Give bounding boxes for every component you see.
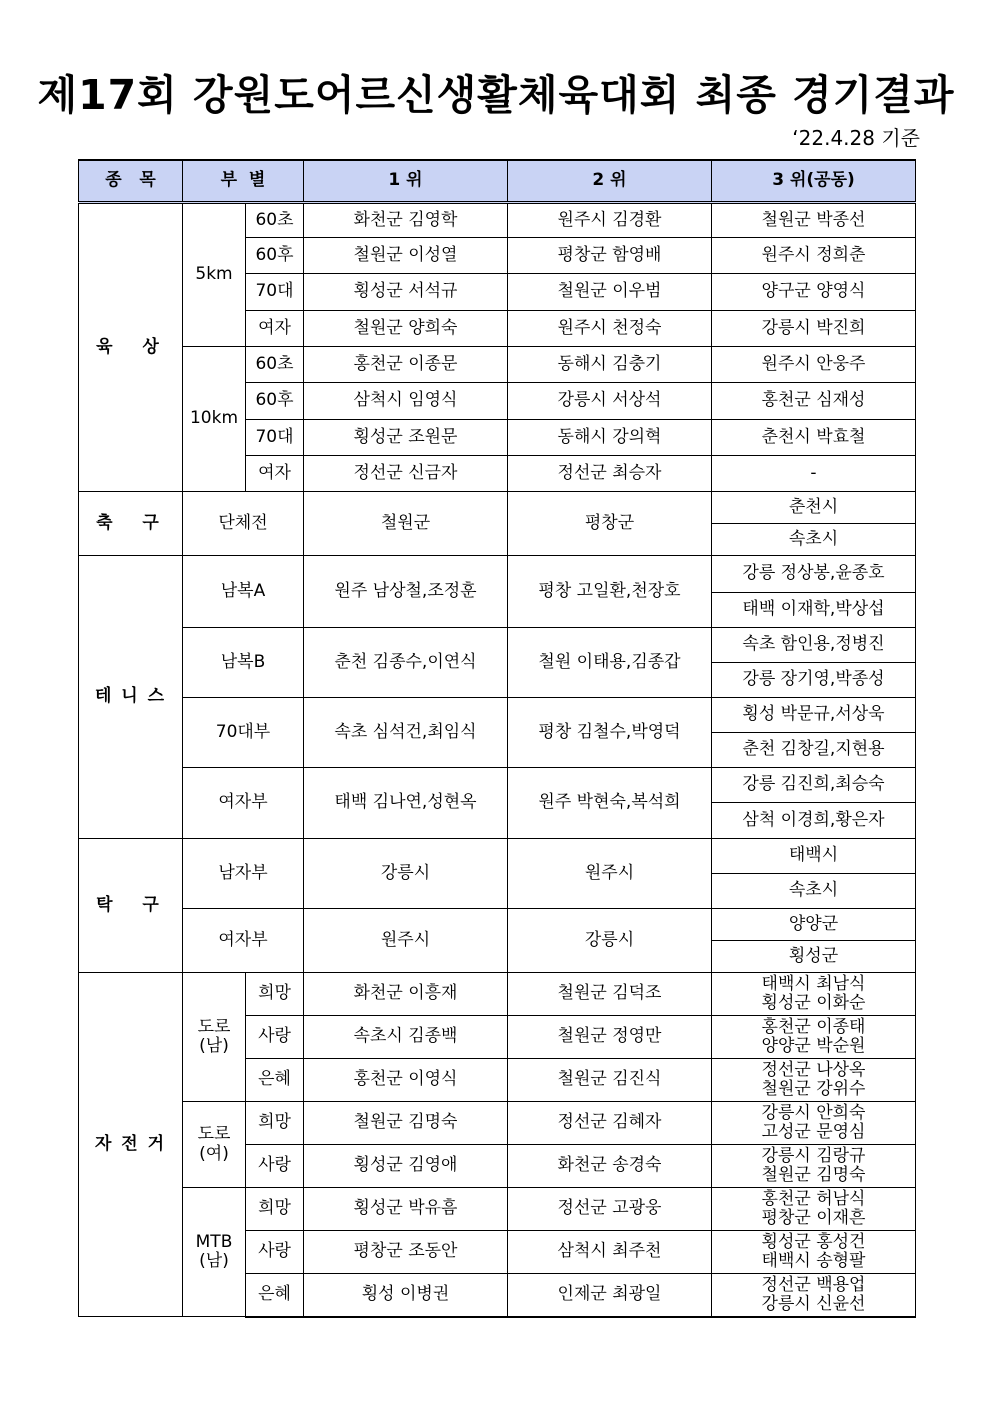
second-place: 삼척시 최주천 [508,1231,712,1274]
third-place-line: 홍천군 이종태 [761,1016,866,1037]
group-name-line: 도로 [197,1016,231,1037]
third-place: 홍천군 심재성 [712,383,916,420]
third-place [712,1016,916,1059]
table-row [79,768,916,803]
table-row [79,1102,916,1145]
second-place: 원주시 천정숙 [508,311,712,347]
third-place: - [712,456,916,492]
first-place: 횡성군 조원문 [304,420,508,456]
third-place: 춘천시 박효철 [712,420,916,456]
header-row [79,160,916,203]
second-place: 인제군 최광일 [508,1274,712,1317]
third-place: 양양군 [712,909,916,941]
division: 60후 [246,238,304,274]
second-place: 정선군 고광웅 [508,1188,712,1231]
second-place: 원주시 [508,839,712,909]
second-place: 평창 김철수,박영덕 [508,698,712,768]
second-place: 철원군 김덕조 [508,973,712,1016]
sport-tennis: 테 니 스 [79,556,183,839]
second-place: 철원군 김진식 [508,1059,712,1102]
second-place: 동해시 강의혁 [508,420,712,456]
first-place: 춘천 김종수,이연식 [304,628,508,698]
first-place: 삼척시 임영식 [304,383,508,420]
first-place: 원주시 [304,909,508,973]
second-place: 원주시 김경환 [508,203,712,238]
group-name: 5km [183,203,246,347]
third-place-line: 강릉시 신윤선 [761,1293,866,1314]
third-place [712,1274,916,1317]
third-place-line: 정선군 나상옥 [761,1059,866,1080]
third-place-line: 철원군 강위수 [761,1079,866,1099]
table-row [79,1188,916,1231]
third-place: 삼척 이경희,황은자 [712,803,916,839]
first-place: 화천군 김영학 [304,203,508,238]
third-place-line: 강릉시 안희숙 [761,1102,866,1123]
third-place: 횡성 박문규,서상욱 [712,698,916,733]
third-place: 속초 함인용,정병진 [712,628,916,663]
results-table [78,159,916,1318]
second-place: 평창군 [508,492,712,556]
sport-cycling: 자 전 거 [79,973,183,1317]
division: 남자부 [183,839,304,909]
header-second: 2 위 [508,160,712,203]
second-place: 철원군 이우범 [508,274,712,311]
third-place [712,973,916,1016]
third-place-line: 고성군 문영심 [761,1122,866,1142]
division: 70대부 [183,698,304,768]
group-name [183,1188,246,1317]
page-title: 제17회 강원도어르신생활체육대회 최종 경기결과 [37,71,955,119]
first-place: 정선군 신금자 [304,456,508,492]
third-place: 원주시 정희춘 [712,238,916,274]
division: 60후 [246,383,304,420]
table-row [79,203,916,238]
second-place: 동해시 김충기 [508,347,712,383]
third-place: 춘천 김창길,지현용 [712,733,916,768]
third-place: 태백 이재학,박상섭 [712,593,916,628]
division: 여자부 [183,768,304,839]
group-name [183,1102,246,1188]
first-place: 횡성 이병권 [304,1274,508,1317]
group-name: 10km [183,347,246,492]
third-place: 속초시 [712,524,916,556]
table-row [79,698,916,733]
first-place: 횡성군 박유흠 [304,1188,508,1231]
division: 남복B [183,628,304,698]
second-place: 강릉시 서상석 [508,383,712,420]
third-place: 강릉 장기영,박종성 [712,663,916,698]
first-place: 홍천군 이종문 [304,347,508,383]
group-name-line: (여) [199,1143,229,1164]
division: 남복A [183,556,304,628]
header-sport: 종 목 [79,160,183,203]
second-place: 정선군 최승자 [508,456,712,492]
third-place: 원주시 안웅주 [712,347,916,383]
division: 은혜 [246,1059,304,1102]
group-name-line: (남) [199,1036,229,1056]
second-place: 정선군 김혜자 [508,1102,712,1145]
third-place-line: 정선군 백용업 [761,1274,866,1295]
first-place: 횡성군 서석규 [304,274,508,311]
sport-soccer: 축 구 [79,492,183,556]
third-place: 횡성군 [712,941,916,973]
third-place-line: 철원군 김명숙 [761,1165,866,1185]
second-place: 철원군 정영만 [508,1016,712,1059]
second-place: 평창 고일환,천장호 [508,556,712,628]
third-place: 강릉시 박진희 [712,311,916,347]
third-place: 태백시 [712,839,916,874]
header-division: 부 별 [183,160,304,203]
group-name-line: MTB [195,1231,233,1252]
sport-tabletennis: 탁 구 [79,839,183,973]
third-place [712,1102,916,1145]
reference-date: ‘22.4.28 기준 [792,126,920,150]
header-first: 1 위 [304,160,508,203]
third-place [712,1231,916,1274]
first-place: 철원군 김명숙 [304,1102,508,1145]
first-place: 철원군 양희숙 [304,311,508,347]
first-place: 화천군 이흥재 [304,973,508,1016]
table-row [79,839,916,874]
table-row [79,628,916,663]
third-place-line: 태백시 최남식 [761,973,866,994]
division: 70대 [246,420,304,456]
third-place: 춘천시 [712,492,916,524]
second-place: 평창군 함영배 [508,238,712,274]
division: 은혜 [246,1274,304,1317]
division: 70대 [246,274,304,311]
second-place: 원주 박현숙,복석희 [508,768,712,839]
third-place: 속초시 [712,874,916,909]
third-place: 양구군 양영식 [712,274,916,311]
division: 희망 [246,1188,304,1231]
third-place: 강릉 정상봉,윤종호 [712,556,916,593]
group-name-line: (남) [199,1251,229,1271]
second-place: 철원 이태용,김종갑 [508,628,712,698]
first-place: 평창군 조동안 [304,1231,508,1274]
first-place: 철원군 [304,492,508,556]
first-place: 속초시 김종백 [304,1016,508,1059]
third-place: 철원군 박종선 [712,203,916,238]
division: 희망 [246,1102,304,1145]
table-row [79,492,916,524]
division: 단체전 [183,492,304,556]
division: 60초 [246,203,304,238]
group-name [183,973,246,1102]
first-place: 횡성군 김영애 [304,1145,508,1188]
table-row [79,973,916,1016]
division: 희망 [246,973,304,1016]
division: 60초 [246,347,304,383]
third-place-line: 횡성군 이화순 [761,993,866,1013]
first-place: 속초 심석건,최임식 [304,698,508,768]
second-place: 강릉시 [508,909,712,973]
first-place: 원주 남상철,조정훈 [304,556,508,628]
first-place: 강릉시 [304,839,508,909]
third-place-line: 태백시 송형팔 [761,1251,866,1271]
sport-athletics: 육 상 [79,203,183,492]
first-place: 철원군 이성열 [304,238,508,274]
table-row [79,909,916,941]
third-place [712,1059,916,1102]
division: 여자 [246,456,304,492]
third-place [712,1145,916,1188]
group-name-line: 도로 [197,1124,231,1145]
third-place-line: 양양군 박순원 [761,1036,866,1056]
division: 사랑 [246,1231,304,1274]
division: 여자 [246,311,304,347]
first-place: 홍천군 이영식 [304,1059,508,1102]
first-place: 태백 김나연,성현옥 [304,768,508,839]
third-place [712,1188,916,1231]
third-place-line: 횡성군 홍성건 [761,1231,866,1252]
division: 여자부 [183,909,304,973]
table-row [79,347,916,383]
third-place: 강릉 김진희,최승숙 [712,768,916,803]
header-third: 3 위(공동) [712,160,916,203]
third-place-line: 강릉시 김랑규 [761,1145,866,1166]
division: 사랑 [246,1016,304,1059]
third-place-line: 평창군 이재흔 [761,1208,866,1228]
third-place-line: 홍천군 허남식 [761,1188,866,1209]
division: 사랑 [246,1145,304,1188]
second-place: 화천군 송경숙 [508,1145,712,1188]
table-row [79,556,916,593]
